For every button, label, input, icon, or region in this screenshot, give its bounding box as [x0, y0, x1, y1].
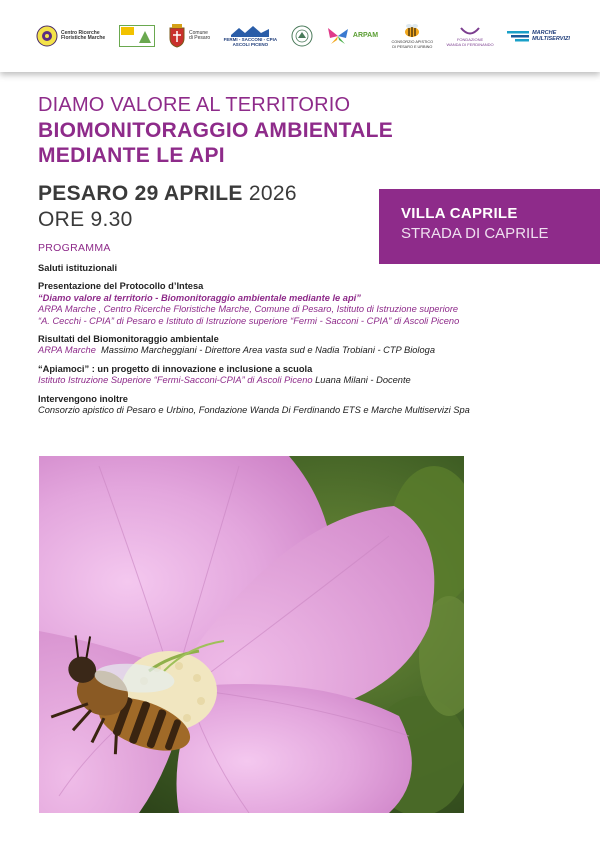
venue-name: VILLA CAPRILE: [401, 205, 518, 222]
event-title: [38, 118, 393, 168]
stripes-icon: [507, 30, 529, 42]
protocollo-line-1: ARPA Marche , Centro Ricerche Floristiche Marche, Comune di Pesaro, Istituto di Istruzione superiore: [38, 304, 459, 315]
butterfly-icon: [326, 26, 350, 46]
protocollo-line-2: “A. Cecchi - CPIA” di Pesaro e Istituto di Istruzione superiore “Fermi - Sacconi - CPIA” di Ascoli Piceno: [38, 315, 460, 326]
intervengono-title: Intervengono inoltre: [38, 393, 128, 404]
logo-consorzio-apistico: [392, 23, 434, 48]
multiservizi-label: MARCHE MULTISERVIZI: [532, 29, 570, 42]
bee-on-flower-photo: [39, 456, 464, 813]
consorzio-label: CONSORZIO APISTICO DI PESARO E URBINO: [391, 40, 434, 49]
flower-emblem-icon: [36, 25, 58, 47]
protocollo-quote: “Diamo valore al territorio - Biomonitoraggio ambientale mediante le api”: [38, 292, 361, 303]
event-date: [38, 182, 297, 206]
risultati-detail: [38, 345, 578, 356]
logo-cea: [119, 25, 155, 47]
program-item-protocollo: [38, 281, 578, 327]
venue-box: [379, 189, 600, 264]
event-subtitle: DIAMO VALORE AL TERRITORIO: [38, 94, 351, 116]
logo-fermi-sacconi: [224, 25, 278, 48]
venue-address: STRADA DI CAPRILE: [401, 225, 549, 242]
logo-seal: [291, 25, 313, 47]
wanda-label: FONDAZIONE WANDA DI FERDINANDO: [446, 37, 494, 47]
intervengono-text: Consorzio apistico di Pesaro e Urbino, Fondazione Wanda Di Ferdinando ETS e Marche Multiservizi Spa: [38, 405, 470, 416]
saluti-title: Saluti istituzionali: [38, 263, 118, 273]
apiamoci-speaker: Luana Milani - Docente: [315, 375, 411, 386]
program-item-saluti: [38, 263, 578, 274]
risultati-speakers: Massimo Marcheggiani - Direttore Area vasta sud e Nadia Trobiani - CTP Biologa: [101, 345, 436, 356]
logo-fondazione-wanda: [446, 25, 493, 47]
bee-icon: [403, 23, 421, 39]
protocollo-title: Presentazione del Protocollo d’Intesa: [38, 281, 204, 292]
program-item-apiamoci: [38, 364, 578, 387]
risultati-title: Risultati del Biomonitoraggio ambientale: [38, 334, 219, 345]
seal-icon: [291, 25, 313, 47]
logo-bar: [0, 0, 600, 72]
event-title-line-2: MEDIANTE LE API: [38, 144, 225, 167]
swoosh-icon: [460, 25, 480, 37]
logo-comune-pesaro: [168, 24, 210, 48]
bee-flower-illustration: [39, 456, 464, 813]
school-label: FERMI - SACCONI - CPIA ASCOLI PICENO: [223, 36, 278, 47]
coat-of-arms-icon: [168, 24, 186, 48]
cr-flora-label: Centro Ricerche Floristiche Marche: [61, 29, 106, 41]
program-list: [38, 263, 578, 423]
risultati-org: ARPA Marche: [38, 345, 96, 356]
program-heading: PROGRAMMA: [38, 242, 111, 254]
apiamoci-detail: [38, 375, 578, 386]
apiamoci-title: “Apiamoci” : un progetto di innovazione e inclusione a scuola: [38, 363, 313, 374]
wave-emblem-icon: [231, 25, 269, 37]
program-item-intervengono: [38, 394, 578, 417]
event-title-line-1: BIOMONITORAGGIO AMBIENTALE: [38, 119, 394, 142]
logo-marche-multiservizi: [507, 30, 570, 42]
logo-centro-ricerche-floristiche: [36, 25, 105, 47]
apiamoci-org: Istituto Istruzione Superiore “Fermi-Sacconi-CPIA” di Ascoli Piceno: [38, 375, 313, 386]
event-date-main: PESARO 29 APRILE: [38, 182, 243, 205]
event-date-year: 2026: [248, 182, 297, 205]
arpam-label: ARPAM: [352, 32, 379, 40]
event-time: ORE 9.30: [38, 208, 133, 231]
logo-arpam: [326, 26, 378, 46]
program-item-risultati: [38, 334, 578, 357]
comune-label: Comune di Pesaro: [189, 29, 211, 41]
